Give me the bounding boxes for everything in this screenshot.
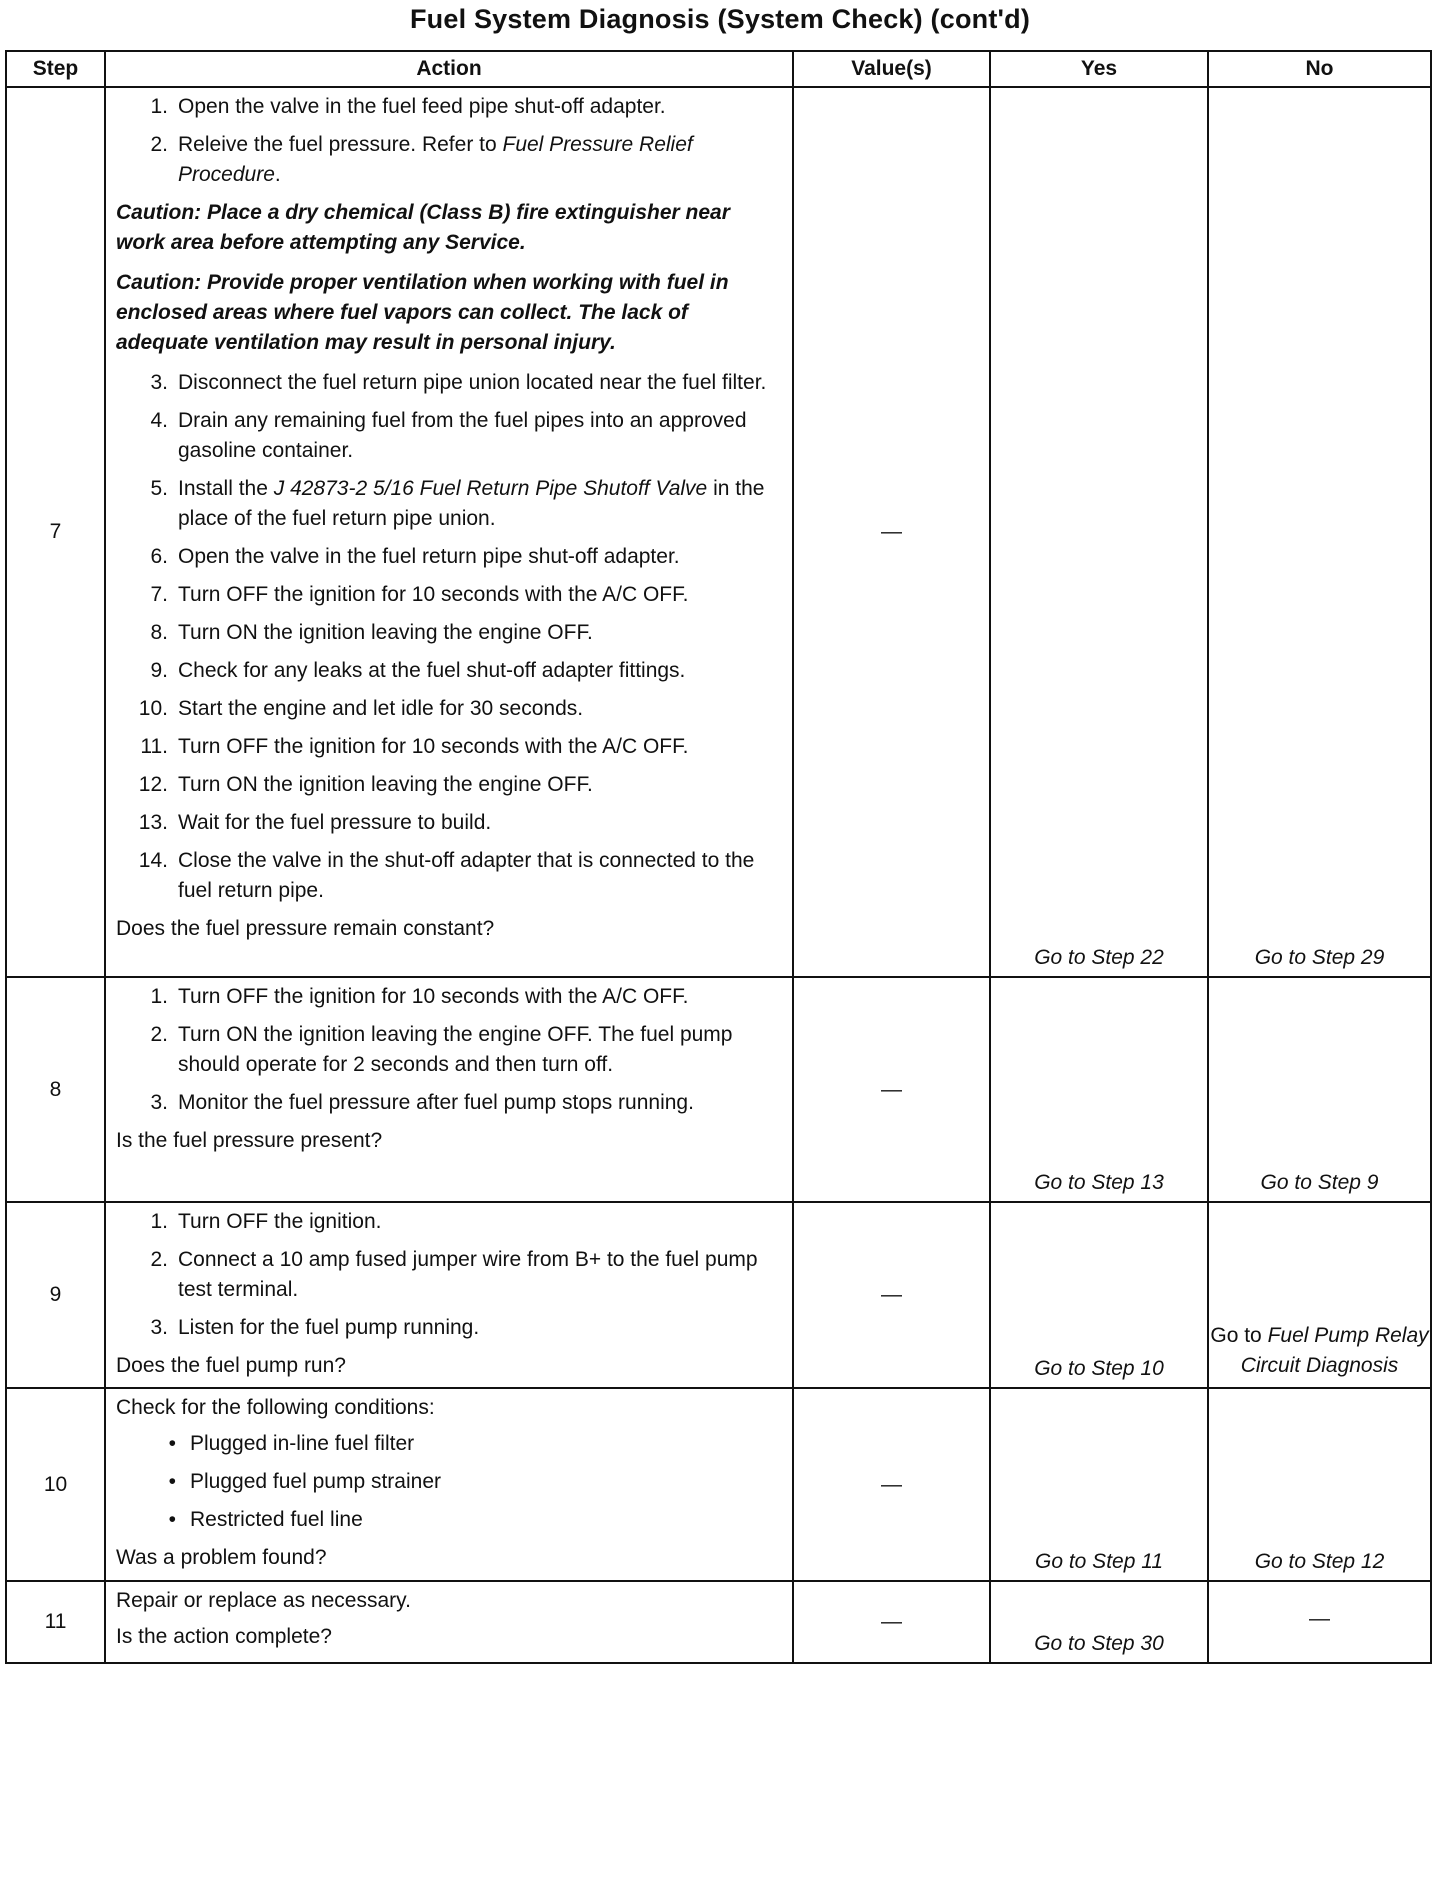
no-result: —	[1208, 1581, 1431, 1663]
table-row-step-10	[6, 1388, 1431, 1581]
list-item: 2. Connect a 10 amp fused jumper wire from B+ to the fuel pump test terminal.	[150, 1248, 758, 1301]
list-item: • Plugged fuel pump strainer	[168, 1470, 441, 1493]
list-item: 1. Turn OFF the ignition for 10 seconds with the A/C OFF.	[150, 985, 689, 1008]
step-question: Is the action complete?	[116, 1625, 332, 1648]
list-item: 3. Listen for the fuel pump running.	[150, 1316, 480, 1339]
no-result: Go to Fuel Pump Relay Circuit Diagnosis	[1208, 1202, 1431, 1388]
condition-list	[116, 1429, 784, 1535]
value-cell: —	[793, 1581, 990, 1663]
table-row-step-7	[6, 87, 1431, 977]
list-item: 1. Open the valve in the fuel feed pipe shut-off adapter.	[150, 95, 666, 118]
caution-note: Caution: Provide proper ventilation when working with fuel in enclosed areas where fuel vapors can collect. The lack of adequate ventilation may result in personal injury.	[116, 271, 729, 354]
table-header-row	[6, 51, 1431, 87]
page-title: Fuel System Diagnosis (System Check) (cont'd)	[409, 4, 1031, 34]
yes-result: Go to Step 10	[990, 1202, 1208, 1388]
list-item: 3. Monitor the fuel pressure after fuel pump stops running.	[150, 1091, 694, 1114]
list-item: 10. Start the engine and let idle for 30 seconds.	[138, 697, 584, 720]
action-cell	[105, 977, 793, 1202]
list-item: 2. Releive the fuel pressure. Refer to Fuel Pressure Relief Procedure.	[150, 133, 693, 186]
list-item: 9. Check for any leaks at the fuel shut-off adapter fittings.	[150, 659, 686, 682]
list-item: 11. Turn OFF the ignition for 10 seconds with the A/C OFF.	[140, 735, 689, 758]
action-list	[116, 368, 784, 906]
step-number: 10	[6, 1388, 105, 1581]
value-cell: —	[793, 1202, 990, 1388]
value-cell: —	[793, 1388, 990, 1581]
no-result: Go to Step 12	[1208, 1388, 1431, 1581]
list-item: 7. Turn OFF the ignition for 10 seconds with the A/C OFF.	[150, 583, 689, 606]
list-item: 5. Install the J 42873-2 5/16 Fuel Return Pipe Shutoff Valve in the place of the fuel return pipe union.	[150, 477, 765, 530]
no-result: Go to Step 9	[1208, 977, 1431, 1202]
action-cell	[105, 87, 793, 977]
list-item: 1. Turn OFF the ignition.	[150, 1210, 382, 1233]
header-values: Value(s)	[793, 51, 990, 87]
action-cell	[105, 1202, 793, 1388]
list-item: 12. Turn ON the ignition leaving the engine OFF.	[138, 773, 593, 796]
list-item: 6. Open the valve in the fuel return pipe shut-off adapter.	[150, 545, 680, 568]
caution-note: Caution: Place a dry chemical (Class B) fire extinguisher near work area before attempting any Service.	[116, 201, 730, 254]
step-question: Is the fuel pressure present?	[116, 1129, 383, 1152]
action-cell	[105, 1388, 793, 1581]
yes-result: Go to Step 22	[990, 87, 1208, 977]
step-number: 7	[6, 87, 105, 977]
action-list	[116, 1207, 784, 1343]
header-action: Action	[105, 51, 793, 87]
step-question: Does the fuel pressure remain constant?	[116, 917, 495, 940]
step-question: Does the fuel pump run?	[116, 1354, 346, 1377]
value-cell: —	[793, 87, 990, 977]
step-intro: Check for the following conditions:	[116, 1396, 435, 1419]
list-item: • Restricted fuel line	[168, 1508, 363, 1531]
value-cell: —	[793, 977, 990, 1202]
list-item: 3. Disconnect the fuel return pipe union located near the fuel filter.	[150, 371, 767, 394]
step-number: 9	[6, 1202, 105, 1388]
table-row-step-8	[6, 977, 1431, 1202]
reference-link-text: Fuel Pressure Relief Procedure	[178, 133, 693, 186]
list-item: • Plugged in-line fuel filter	[168, 1432, 415, 1455]
step-number: 11	[6, 1581, 105, 1663]
table-row-step-9	[6, 1202, 1431, 1388]
list-item: 4. Drain any remaining fuel from the fuel pipes into an approved gasoline container.	[150, 409, 747, 462]
yes-result: Go to Step 30	[990, 1581, 1208, 1663]
list-item: 2. Turn ON the ignition leaving the engine OFF. The fuel pump should operate for 2 seconds and then turn off.	[150, 1023, 733, 1076]
action-cell	[105, 1581, 793, 1663]
action-list	[116, 92, 784, 190]
yes-result: Go to Step 11	[990, 1388, 1208, 1581]
header-yes: Yes	[990, 51, 1208, 87]
action-list	[116, 982, 784, 1118]
reference-link-text: Fuel Pump Relay Circuit Diagnosis	[1240, 1324, 1429, 1377]
yes-result: Go to Step 13	[990, 977, 1208, 1202]
header-no: No	[1208, 51, 1431, 87]
list-item: 8. Turn ON the ignition leaving the engine OFF.	[150, 621, 593, 644]
step-number: 8	[6, 977, 105, 1202]
step-intro: Repair or replace as necessary.	[116, 1589, 411, 1612]
list-item: 13. Wait for the fuel pressure to build.	[138, 811, 492, 834]
step-question: Was a problem found?	[116, 1546, 327, 1569]
no-result: Go to Step 29	[1208, 87, 1431, 977]
tool-name-text: J 42873-2 5/16 Fuel Return Pipe Shutoff Valve	[273, 477, 708, 500]
table-row-step-11	[6, 1581, 1431, 1663]
header-step: Step	[6, 51, 105, 87]
list-item: 14. Close the valve in the shut-off adapter that is connected to the fuel return pipe.	[138, 849, 755, 902]
diagnosis-table	[5, 50, 1432, 1664]
